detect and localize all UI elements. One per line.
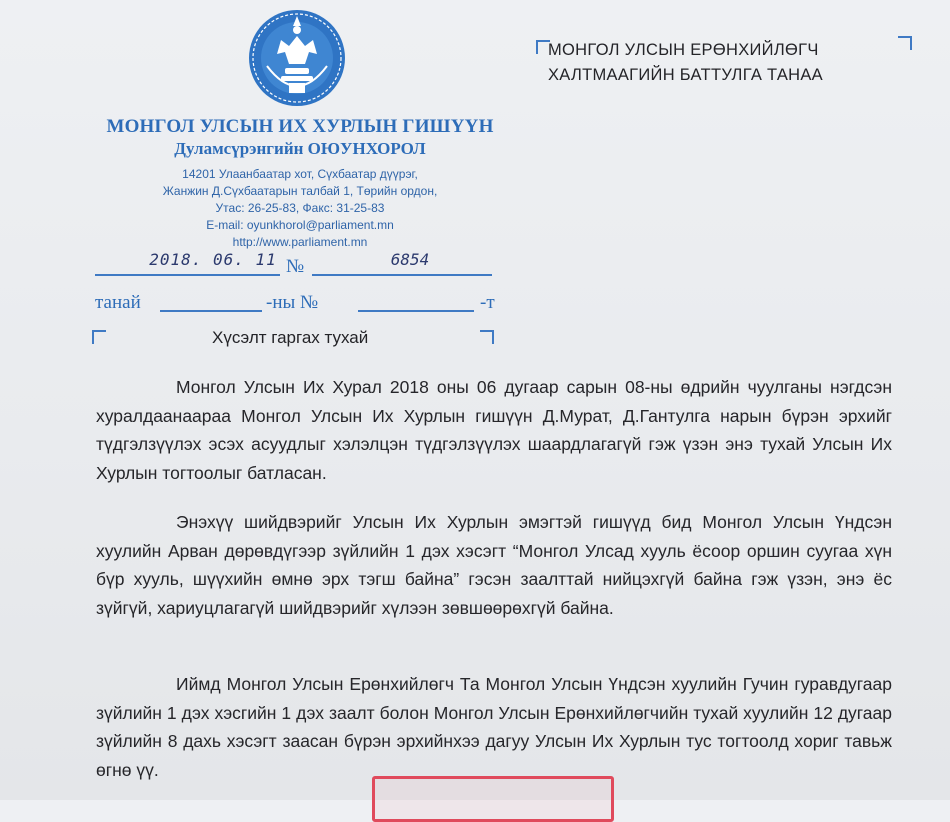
reference-mid: -ны №: [266, 292, 319, 313]
letterhead-phone: Утас: 26-25-83, Факс: 31-25-83: [215, 201, 385, 215]
reference-prefix: танай: [95, 292, 141, 313]
body-paragraph-2: Энэхүү шийдвэрийг Улсын Их Хурлын эмэгтэй гишүүд бид Монгол Улсын Үндсэн хуулийн Арван дөрөвдүгээр зүйлийн 1 дэх хэсэгт “Монгол Улсад хууль ёсоор оршин суугаа хүн бүр хууль, шүүхийн өмнө эрх тэгш байна” гэсэн заалттай нийцэхгүй байна гэж үзэн, энэ ёс зүйгүй, хариуцлагагүй шийдвэрийг хүлээн зөвшөөрөхгүй байна.: [96, 512, 892, 618]
letterhead-email: E-mail: oyunkhorol@parliament.mn: [206, 218, 394, 232]
letterhead-address-line: Жанжин Д.Сүхбаатарын талбай 1, Төрийн ордон,: [162, 184, 438, 198]
letterhead-title: МОНГОЛ УЛСЫН ИХ ХУРЛЫН ГИШҮҮН: [106, 116, 494, 137]
subject-title: Хүсэлт гаргах тухай: [212, 328, 369, 347]
reference-number-underline: [358, 310, 474, 312]
recipient-line-2: ХАЛТМААГИЙН БАТТУЛГА ТАНАА: [548, 66, 823, 84]
body-paragraph-3: Иймд Монгол Улсын Ерөнхийлөгч Та Монгол Улсын Үндсэн хуулийн Гучин гуравдугаар зүйлийн 1 дэх хэсгийн 1 дэх заалт болон Монгол Улсын Ерөнхийлөгчийн тухай хуулийн 12 дугаар зүйлийн 8 дахь хэсэгт заасан бүрэн эрхийнхээ дагуу Улсын Их Хурлын тус тогтоолд хориг тавьж өгнө үү.: [96, 674, 892, 780]
body-paragraph-1: Монгол Улсын Их Хурал 2018 оны 06 дугаар сарын 08-ны өдрийн чуулганы нэгдсэн хуралдаанаараа Монгол Улсын Их Хурлын гишүүн Д.Мурат, Д.Гантулга нарын бүрэн эрхийг түдгэлзүүлэх эсэх асуудлыг хэлэлцэн түдгэлзүүлэх шаардлагагүй гэж үзэн энэ тухай Улсын Их Хурлын тогтоолыг батласан.: [96, 377, 892, 483]
recipient-line-1: МОНГОЛ УЛСЫН ЕРӨНХИЙЛӨГЧ: [548, 41, 819, 59]
reference-underline: [160, 310, 262, 312]
registration-date: 2018. 06. 11: [149, 250, 277, 269]
number-underline: [312, 274, 492, 276]
subject-corner-left: [92, 330, 106, 344]
registration-number: 6854: [390, 250, 430, 269]
official-stamp: [372, 776, 614, 822]
date-underline: [95, 274, 280, 276]
recipient-corner-right: [898, 36, 912, 50]
subject-corner-right: [480, 330, 494, 344]
letterhead-member-name: Дуламсүрэнгийн ОЮУНХОРОЛ: [174, 139, 426, 158]
letterhead-website: http://www.parliament.mn: [232, 235, 368, 249]
reference-suffix: -т: [480, 292, 495, 313]
state-emblem-icon: [247, 6, 347, 111]
letterhead-address-line: 14201 Улаанбаатар хот, Сүхбаатар дүүрэг,: [182, 167, 418, 181]
registration-number-label: №: [286, 256, 305, 277]
